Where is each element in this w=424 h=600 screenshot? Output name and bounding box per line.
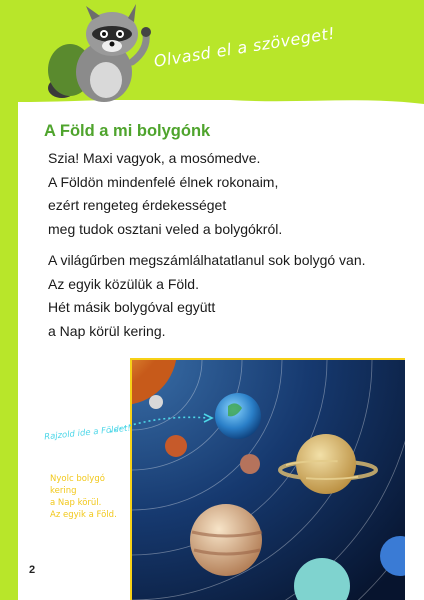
planet-saturn bbox=[296, 434, 356, 494]
caption-line: Az egyik a Föld. bbox=[50, 510, 117, 520]
planet-small bbox=[240, 454, 260, 474]
caption-line: Nyolc bolygó bbox=[50, 474, 105, 484]
illustration-caption bbox=[50, 473, 117, 521]
paragraph-line: Szia! Maxi vagyok, a mosómedve. bbox=[48, 150, 261, 166]
planet-earth bbox=[215, 393, 261, 439]
paragraph-line: A világűrben megszámlálhatatlanul sok bolygó van. bbox=[48, 252, 366, 268]
paragraph-1 bbox=[48, 147, 282, 241]
paragraph-line: meg tudok osztani veled a bolygókról. bbox=[48, 220, 283, 237]
paragraph-line: A Földön mindenfelé élnek rokonaim, bbox=[48, 173, 279, 190]
paragraph-line: Hét másik bolygóval együtt bbox=[48, 299, 216, 315]
solar-system-illustration bbox=[130, 358, 405, 600]
caption-line: kering bbox=[50, 486, 77, 496]
banner-instruction: Olvasd el a szöveget! bbox=[152, 23, 337, 71]
paragraph-2 bbox=[48, 249, 366, 343]
raccoon-mascot bbox=[40, 0, 158, 104]
paragraph-line: ezért rengeteg érdekességet bbox=[48, 197, 227, 213]
article-title: A Föld a mi bolygónk bbox=[44, 122, 211, 140]
paragraph-line: a Nap körül kering. bbox=[48, 322, 166, 339]
planet-jupiter bbox=[190, 504, 262, 576]
pointer-note: Rajzold ide a Földet! bbox=[43, 423, 132, 443]
solar-system-image bbox=[132, 360, 405, 600]
page-number: 2 bbox=[29, 564, 36, 576]
caption-line: a Nap körül. bbox=[50, 498, 102, 508]
paragraph-line: Az egyik közülük a Föld. bbox=[48, 275, 199, 292]
